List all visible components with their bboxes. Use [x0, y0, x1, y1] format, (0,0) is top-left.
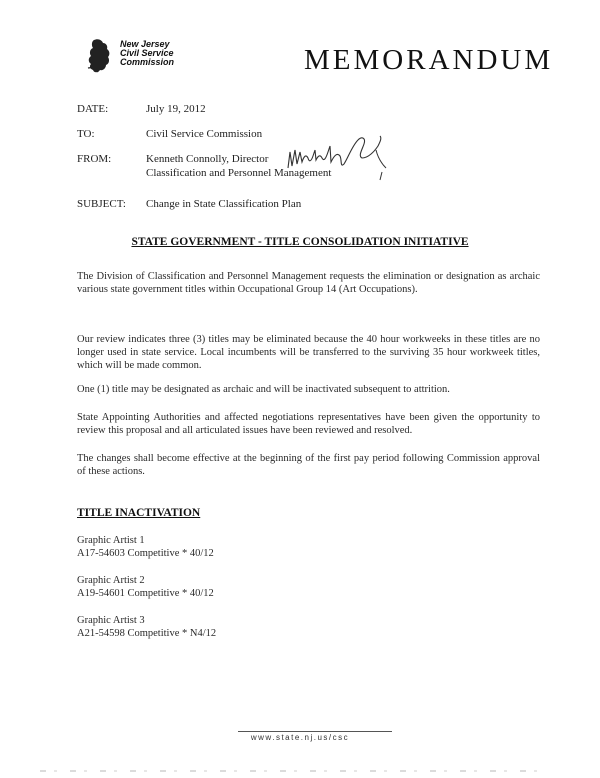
paragraph-2: Our review indicates three (3) titles may be eliminated because the 40 hour workweeks in these titles are no longer used in state service. Local incumbents will be transferred to the surviving 35 hour workweek titles, which will be made common. [77, 334, 540, 371]
title-code: A17-54603 Competitive * 40/12 [77, 548, 214, 559]
logo-line-2: Civil Service [120, 48, 174, 58]
subject-value: Change in State Classification Plan [146, 198, 302, 210]
footer-url: www.state.nj.us/csc [250, 733, 350, 742]
to-label: TO: [77, 128, 95, 140]
paragraph-5: The changes shall become effective at the beginning of the first pay period following Commission approval of these actions. [77, 453, 540, 477]
handwritten-signature [282, 128, 402, 186]
from-value-division: Classification and Personnel Management [146, 167, 332, 179]
date-label: DATE: [77, 103, 109, 115]
title-item-3 [77, 614, 216, 640]
memorandum-title: MEMORANDUM [304, 44, 554, 76]
subject-label: SUBJECT: [77, 198, 126, 210]
from-label: FROM: [77, 153, 112, 165]
date-value: July 19, 2012 [146, 103, 206, 115]
logo-text [120, 40, 174, 67]
title-inactivation-heading: TITLE INACTIVATION [77, 507, 201, 519]
title-item-1 [77, 534, 214, 560]
title-item-2 [77, 574, 214, 600]
footer-divider [238, 731, 392, 732]
logo-line-1: New Jersey [120, 39, 170, 49]
title-name: Graphic Artist 3 [77, 615, 145, 626]
title-name: Graphic Artist 1 [77, 535, 145, 546]
logo-line-3: Commission [120, 57, 175, 67]
to-value: Civil Service Commission [146, 128, 263, 140]
nj-civil-service-logo [84, 38, 204, 78]
new-jersey-state-silhouette-icon [84, 38, 118, 74]
paragraph-1: The Division of Classification and Personnel Management requests the elimination or designation as archaic various state government titles within Occupational Group 14 (Art Occupations). [77, 271, 540, 295]
title-code: A21-54598 Competitive * N4/12 [77, 628, 217, 639]
scan-artifact [40, 770, 540, 772]
document-heading: STATE GOVERNMENT - TITLE CONSOLIDATION INITIATIVE [131, 236, 469, 248]
paragraph-4: State Appointing Authorities and affected negotiations representatives have been given the opportunity to review this proposal and all articulated issues have been reviewed and resolved. [77, 412, 540, 436]
from-value-name: Kenneth Connolly, Director [146, 153, 269, 165]
paragraph-3: One (1) title may be designated as archaic and will be inactivated subsequent to attrition. [77, 384, 450, 395]
title-name: Graphic Artist 2 [77, 575, 145, 586]
title-code: A19-54601 Competitive * 40/12 [77, 588, 214, 599]
